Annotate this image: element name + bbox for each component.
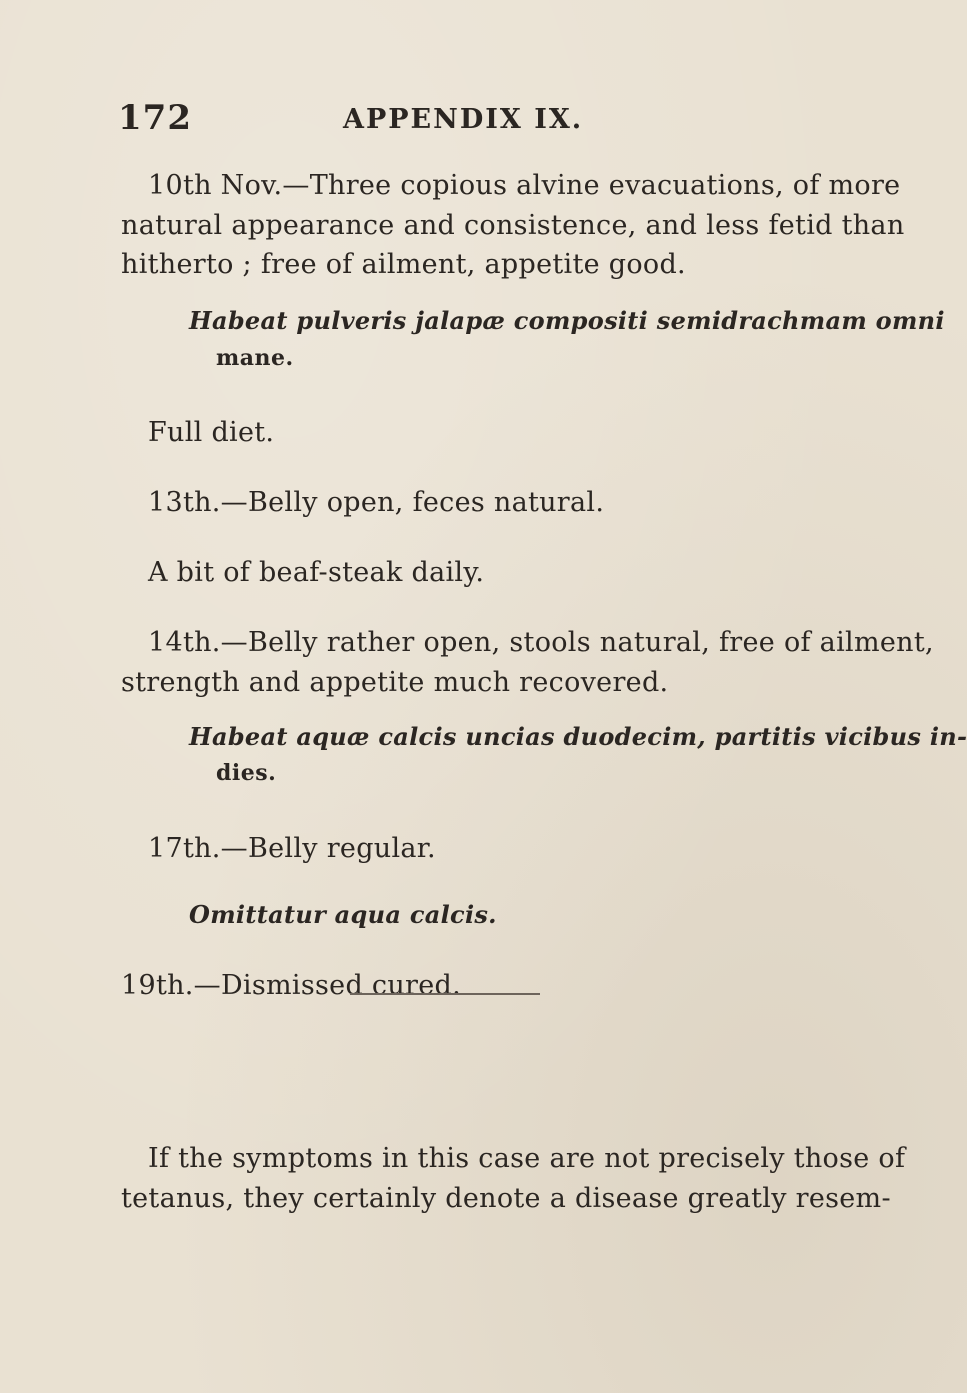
entry-17th: 17th.—Belly regular. xyxy=(148,833,436,864)
entry-19th: 19th.—Dismissed cured. xyxy=(121,970,461,1001)
entry-13th: 13th.—Belly open, feces natural. xyxy=(148,487,605,518)
prescription-1-line2: mane. xyxy=(216,345,294,371)
prescription-1-line1: Habeat pulveris jalapæ compositi semidrachmam omni xyxy=(189,306,945,335)
closing-line2: tetanus, they certainly denote a disease greatly resem- xyxy=(121,1183,891,1214)
entry-nov10-line2: natural appearance and consistence, and less fetid than xyxy=(121,210,905,241)
entry-omittatur: Omittatur aqua calcis. xyxy=(189,900,497,929)
entry-nov10-line3: hitherto ; free of ailment, appetite good. xyxy=(121,249,686,280)
prescription-2-line2: dies. xyxy=(216,760,277,786)
prescription-2-line1: Habeat aquæ calcis uncias duodecim, partitis vicibus in- xyxy=(189,722,967,751)
entry-beefsteak: A bit of beaf-steak daily. xyxy=(148,557,485,588)
running-head: APPENDIX IX. xyxy=(343,104,584,135)
entry-14th-line1: 14th.—Belly rather open, stools natural, free of ailment, xyxy=(148,627,934,658)
closing-line1: If the symptoms in this case are not precisely those of xyxy=(148,1143,906,1174)
page-number: 172 xyxy=(118,98,192,138)
entry-14th-line2: strength and appetite much recovered. xyxy=(121,667,669,698)
entry-full-diet: Full diet. xyxy=(148,417,275,448)
entry-nov10-line1: 10th Nov.—Three copious alvine evacuations, of more xyxy=(148,170,901,201)
section-divider xyxy=(350,993,540,995)
